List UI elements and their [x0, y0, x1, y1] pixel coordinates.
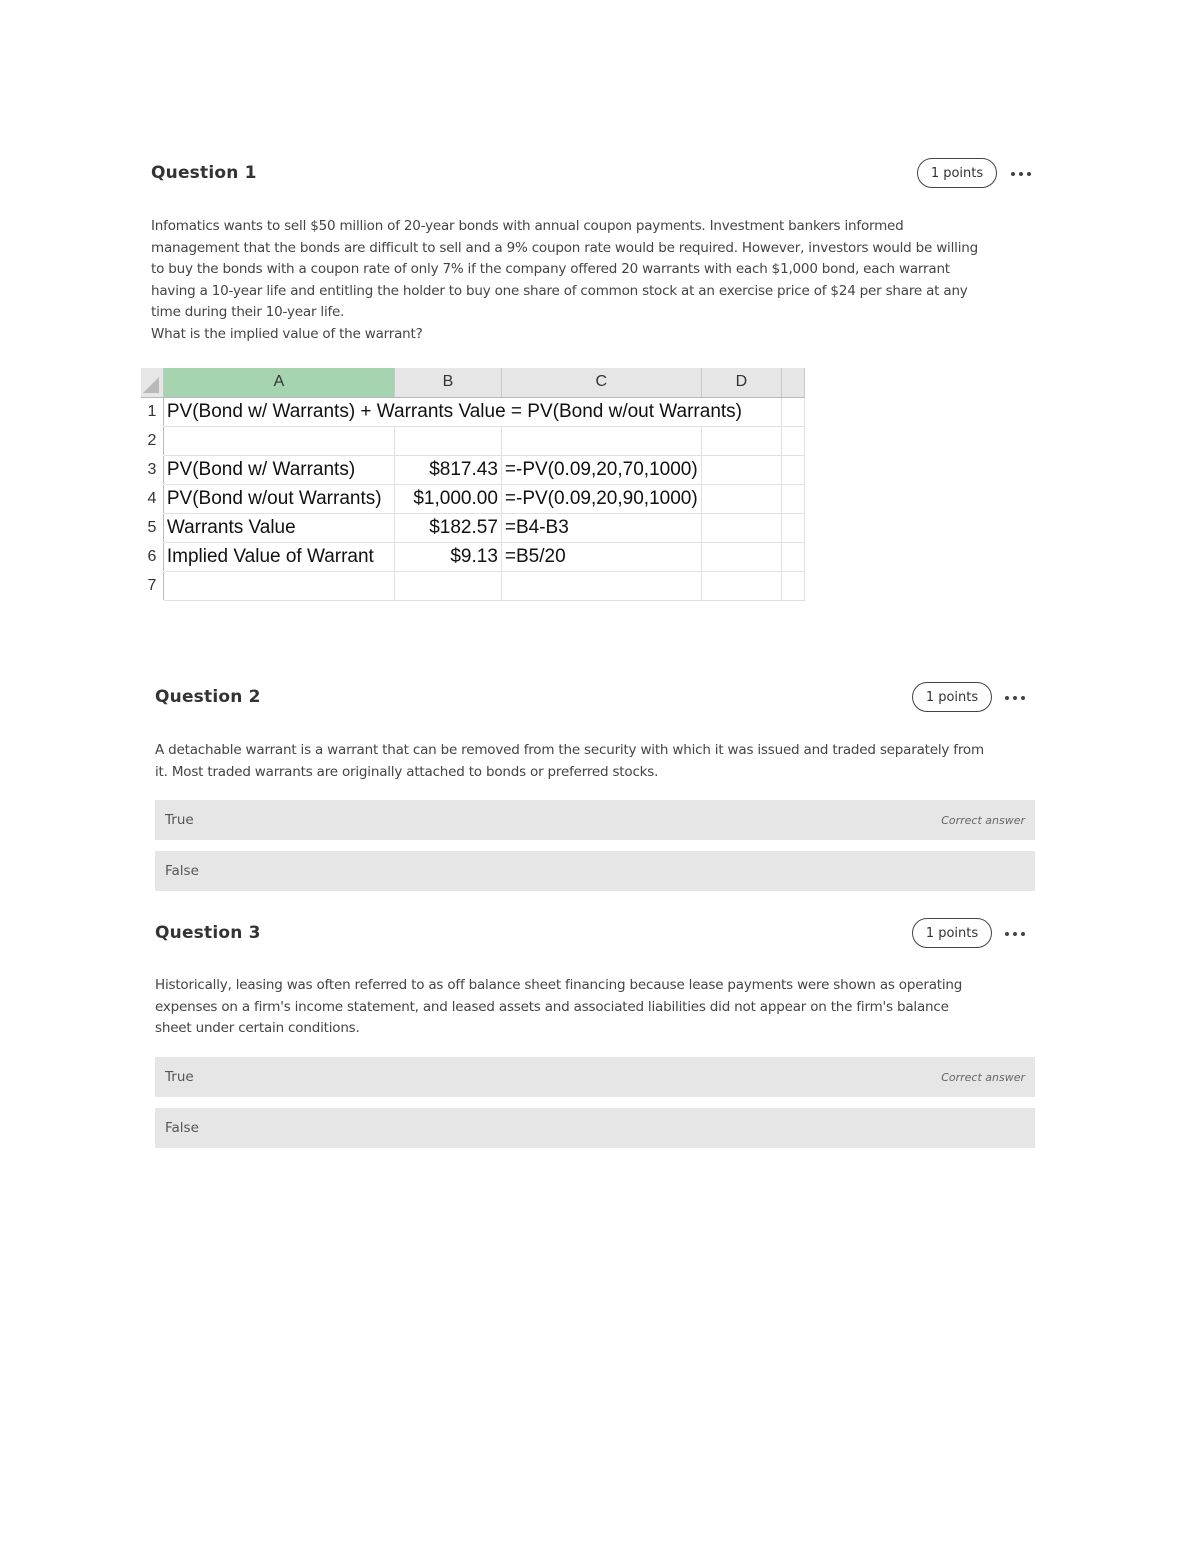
question-3-title: Question 3	[155, 923, 261, 943]
more-options-icon[interactable]	[1005, 929, 1025, 939]
cell-c4: =-PV(0.09,20,90,1000)	[501, 484, 701, 513]
question-2-text-line: it. Most traded warrants are originally attached to bonds or preferred stocks.	[155, 763, 659, 780]
cell-a4: PV(Bond w/out Warrants)	[163, 484, 394, 513]
question-3-points-badge: 1 points	[912, 918, 992, 948]
option-label: False	[165, 863, 199, 879]
question-2-option-true[interactable]	[155, 800, 1035, 840]
question-3-option-false[interactable]	[155, 1108, 1035, 1148]
more-options-icon[interactable]	[1005, 693, 1025, 703]
option-label: True	[165, 812, 194, 828]
question-1-points-badge: 1 points	[917, 158, 997, 188]
cell-b3: $817.43	[394, 455, 501, 484]
question-1-text-line: time during their 10-year life.	[151, 304, 345, 320]
cell-e1	[782, 397, 805, 426]
correct-answer-tag: Correct answer	[941, 1070, 1025, 1084]
row-header: 1	[141, 397, 163, 426]
correct-answer-tag: Correct answer	[941, 813, 1025, 827]
cell-e3	[782, 455, 805, 484]
cell-d5	[701, 513, 781, 542]
cell-e6	[782, 542, 805, 571]
question-1-prompt: What is the implied value of the warrant?	[151, 325, 423, 342]
question-1-text-line: to buy the bonds with a coupon rate of only 7% if the company offered 20 warrants with each $1,000 bond, each warrant	[151, 261, 950, 277]
option-label: True	[165, 1069, 194, 1085]
question-3-text-line: expenses on a firm's income statement, and leased assets and associated liabilities did not appear on the firm's balance	[155, 998, 949, 1015]
cell-c7	[501, 571, 701, 600]
question-2-text	[155, 740, 1015, 783]
question-1-text-line: management that the bonds are difficult to sell and a 9% coupon rate would be required. However, investors would be willing	[151, 239, 978, 256]
row-header: 4	[141, 484, 163, 513]
cell-a6: Implied Value of Warrant	[163, 542, 394, 571]
question-3-option-true[interactable]	[155, 1057, 1035, 1097]
question-1-text	[151, 216, 1011, 345]
option-label: False	[165, 1120, 199, 1136]
cell-a5: Warrants Value	[163, 513, 394, 542]
cell-c2	[501, 426, 701, 455]
cell-c5: =B4-B3	[501, 513, 701, 542]
row-header: 7	[141, 571, 163, 600]
question-2-text-line: A detachable warrant is a warrant that can be removed from the security with which it was issued and traded separately from	[155, 742, 984, 758]
column-header-c: C	[501, 368, 701, 397]
cell-b6: $9.13	[394, 542, 501, 571]
cell-a7	[163, 571, 394, 600]
question-3-text-line: Historically, leasing was often referred to as off balance sheet financing because lease payments were shown as operating	[155, 977, 963, 993]
cell-d2	[701, 426, 781, 455]
cell-e7	[782, 571, 805, 600]
cell-a1: PV(Bond w/ Warrants) + Warrants Value = PV(Bond w/out Warrants)	[163, 397, 781, 426]
question-1-title: Question 1	[151, 163, 257, 183]
cell-e2	[782, 426, 805, 455]
question-2-title: Question 2	[155, 687, 261, 707]
spreadsheet-image	[141, 368, 805, 611]
question-2-option-false[interactable]	[155, 851, 1035, 891]
row-header: 6	[141, 542, 163, 571]
cell-d4	[701, 484, 781, 513]
cell-c3: =-PV(0.09,20,70,1000)	[501, 455, 701, 484]
question-1-text-line: having a 10-year life and entitling the holder to buy one share of common stock at an exercise price of $24 per share at any	[151, 282, 968, 299]
column-header-d: D	[701, 368, 781, 397]
cell-b5: $182.57	[394, 513, 501, 542]
column-header-b: B	[394, 368, 501, 397]
cell-d7	[701, 571, 781, 600]
cell-a3: PV(Bond w/ Warrants)	[163, 455, 394, 484]
cell-d3	[701, 455, 781, 484]
question-1-text-line: Infomatics wants to sell $50 million of 20-year bonds with annual coupon payments. Investment bankers informed	[151, 218, 904, 234]
cell-b4: $1,000.00	[394, 484, 501, 513]
question-3-text	[155, 975, 1015, 1040]
cell-b2	[394, 426, 501, 455]
column-header-e	[782, 368, 805, 397]
cell-c6: =B5/20	[501, 542, 701, 571]
cell-a2	[163, 426, 394, 455]
row-header: 3	[141, 455, 163, 484]
cell-b7	[394, 571, 501, 600]
column-header-a: A	[163, 368, 394, 397]
more-options-icon[interactable]	[1011, 169, 1031, 179]
question-2-points-badge: 1 points	[912, 682, 992, 712]
question-3-text-line: sheet under certain conditions.	[155, 1020, 360, 1036]
row-header: 2	[141, 426, 163, 455]
cell-e4	[782, 484, 805, 513]
select-all-corner	[141, 368, 163, 397]
row-header: 5	[141, 513, 163, 542]
cell-d6	[701, 542, 781, 571]
cell-e5	[782, 513, 805, 542]
